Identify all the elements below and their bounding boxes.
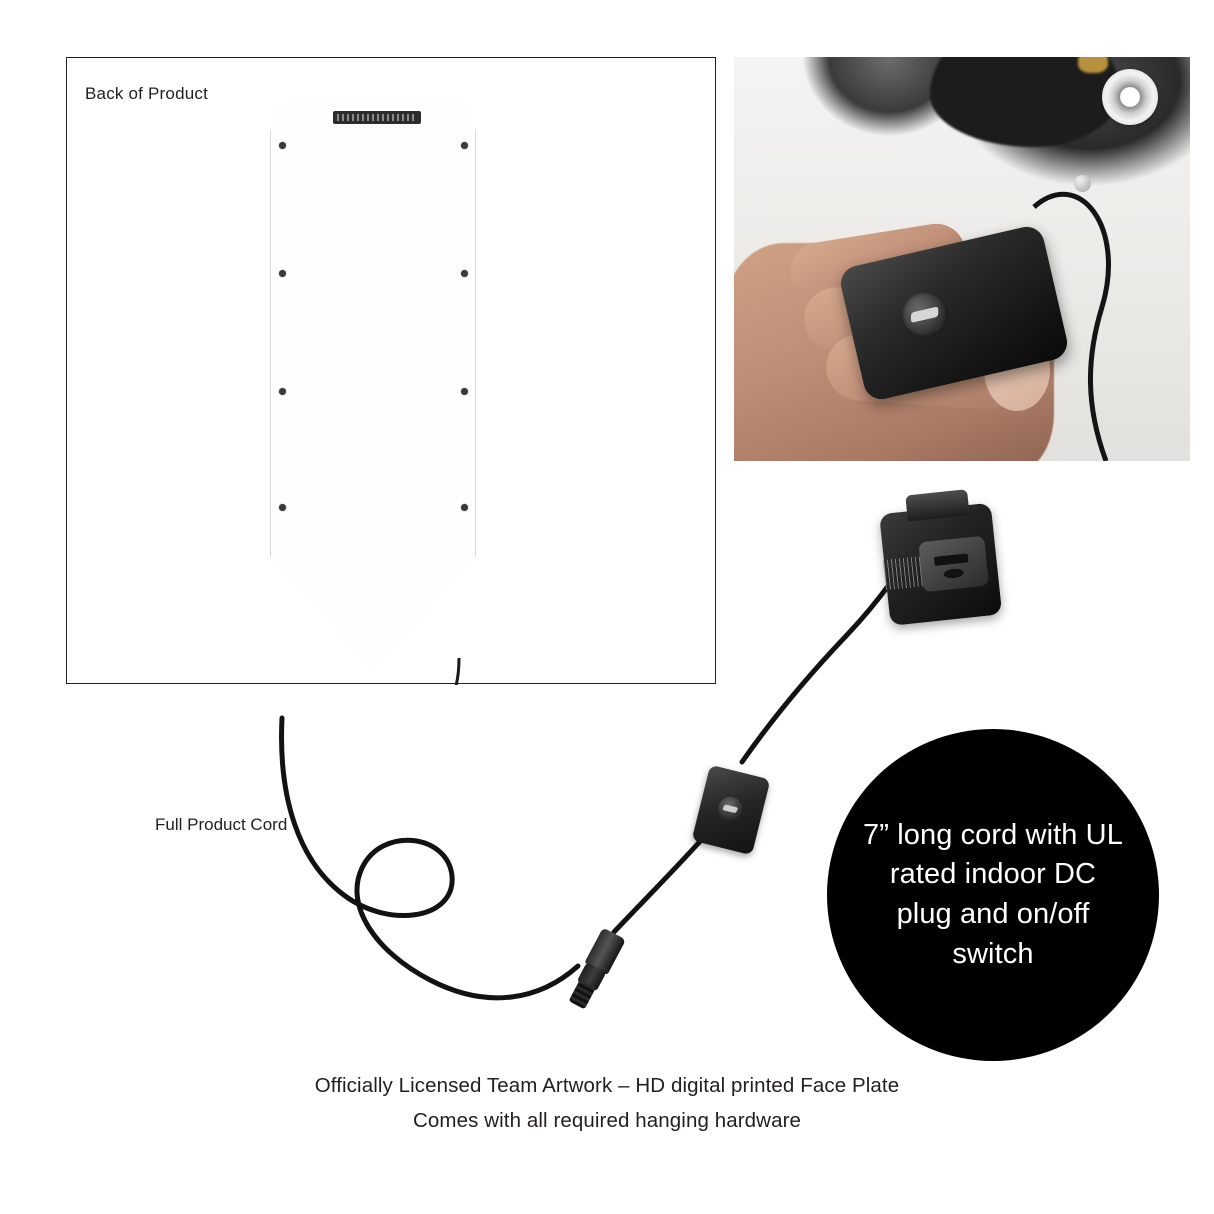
bottom-captions [0,1068,1214,1139]
mounting-screw [279,270,286,277]
mounting-screw [279,592,286,599]
mounting-screw [279,142,286,149]
mounting-screw [461,270,468,277]
caption-line-2: Comes with all required hanging hardware [412,1109,801,1133]
product-plaque [263,91,483,681]
back-of-product-panel [66,57,716,684]
dc-barrel-plug [549,918,647,1020]
photo-gold-accent [1078,57,1108,73]
adapter-body [879,503,1002,626]
mounting-screw [279,504,286,511]
switch-rocker-icon [716,794,745,823]
callout-text: 7” long cord with UL rated indoor DC plug and on/off switch [863,818,1123,970]
adapter-prong-slot [934,553,969,566]
mounting-screw [461,504,468,511]
photo-washer-detail [1102,69,1158,125]
full-product-cord-label: Full Product Cord [155,815,288,834]
switch-in-hand-photo [734,57,1190,461]
cord-feature-callout [827,729,1159,1061]
switch-rocker-icon [897,287,952,342]
mounting-screw [461,592,468,599]
caption-line-1: Officially Licensed Team Artwork – HD digital printed Face Plate [314,1074,900,1097]
photo-screw-detail [1074,175,1091,192]
inline-onoff-switch [691,765,770,856]
plaque-inner-face [270,97,476,671]
adapter-prong-face [918,536,989,593]
mounting-screw [461,388,468,395]
ac-wall-adapter [877,486,1008,630]
adapter-prong-slot [943,568,964,579]
mounting-screw [279,388,286,395]
back-of-product-label: Back of Product [85,84,209,103]
led-connector-strip [333,111,421,124]
mounting-screw [461,142,468,149]
